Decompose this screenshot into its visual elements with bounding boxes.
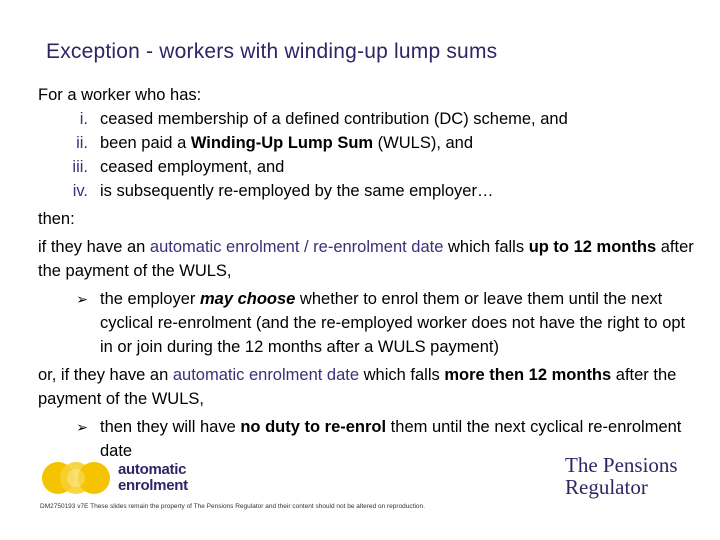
- list-item: [38, 179, 698, 203]
- case-2-accent: automatic enrolment date: [172, 366, 360, 384]
- case-1-bold: up to 12: [528, 238, 592, 256]
- logo-line-2: Regulator: [565, 475, 648, 499]
- conditions-list: [38, 107, 698, 203]
- bullet-bold: no duty to re-enrol: [240, 418, 387, 436]
- list-text-bold: Winding-Up Lump Sum: [190, 134, 374, 152]
- list-number: iv.: [72, 182, 88, 200]
- case-1-post: after the payment of the WULS,: [38, 238, 694, 280]
- intro-text: For a worker who has:: [38, 86, 202, 104]
- case-1-text: [38, 235, 698, 283]
- wordmark-line-2: enrolment: [118, 477, 188, 494]
- case-2-text: [38, 363, 698, 411]
- case-1-bullet: [38, 287, 698, 359]
- enrolment-circles-icon: [40, 458, 120, 498]
- case-2-pre: or, if they have an: [38, 366, 173, 384]
- case-1-bold-2: months: [596, 238, 657, 256]
- bullet-post: whether to enrol them or leave them until the next cyclical re-enrolment (and the re-employed worker does not have the right to opt in or join during the 12 months after a WULS payment): [100, 290, 686, 356]
- wordmark-line-1: automatic: [118, 461, 187, 478]
- case-2-post: after the payment of the WULS,: [38, 366, 677, 408]
- automatic-enrolment-logo: [40, 458, 200, 498]
- list-text: is subsequently re-employed by the same employer…: [100, 182, 494, 200]
- case-1-mid: which falls: [443, 238, 529, 256]
- case-1-pre: if they have an: [38, 238, 150, 256]
- footer-disclaimer: DM2750193 v7E These slides remain the property of The Pensions Regulator and their content should not be altered on reproduction.: [40, 503, 425, 510]
- automatic-enrolment-wordmark: [118, 462, 188, 494]
- list-item: [38, 131, 698, 155]
- list-number: ii.: [76, 134, 88, 152]
- bullet-post: them until the next cyclical re-enrolment date: [100, 418, 682, 460]
- list-number: i.: [79, 110, 88, 128]
- list-text: ceased employment, and: [100, 158, 285, 176]
- then-text: then:: [38, 210, 75, 228]
- slide-body: [38, 83, 698, 463]
- logo-line-1: The Pensions: [565, 453, 678, 477]
- bullet-pre: then they will have: [100, 418, 241, 436]
- list-item: [38, 155, 698, 179]
- bullet-bold: may choose: [199, 290, 296, 308]
- arrow-bullet-icon: ➢: [76, 419, 88, 435]
- list-text: ceased membership of a defined contribution (DC) scheme, and: [100, 110, 568, 128]
- bullet-pre: the employer: [100, 290, 200, 308]
- list-item: [38, 107, 698, 131]
- case-2-bold: more then 12 months: [444, 366, 612, 384]
- case-1-accent: automatic enrolment / re-enrolment date: [149, 238, 444, 256]
- pensions-regulator-logo: [565, 454, 678, 498]
- list-number: iii.: [72, 158, 88, 176]
- arrow-bullet-icon: ➢: [76, 291, 88, 307]
- list-text-pre: been paid a: [100, 134, 191, 152]
- case-2-mid: which falls: [359, 366, 445, 384]
- page-title: Exception - workers with winding-up lump sums: [46, 40, 498, 63]
- list-text-post: (WULS), and: [373, 134, 474, 152]
